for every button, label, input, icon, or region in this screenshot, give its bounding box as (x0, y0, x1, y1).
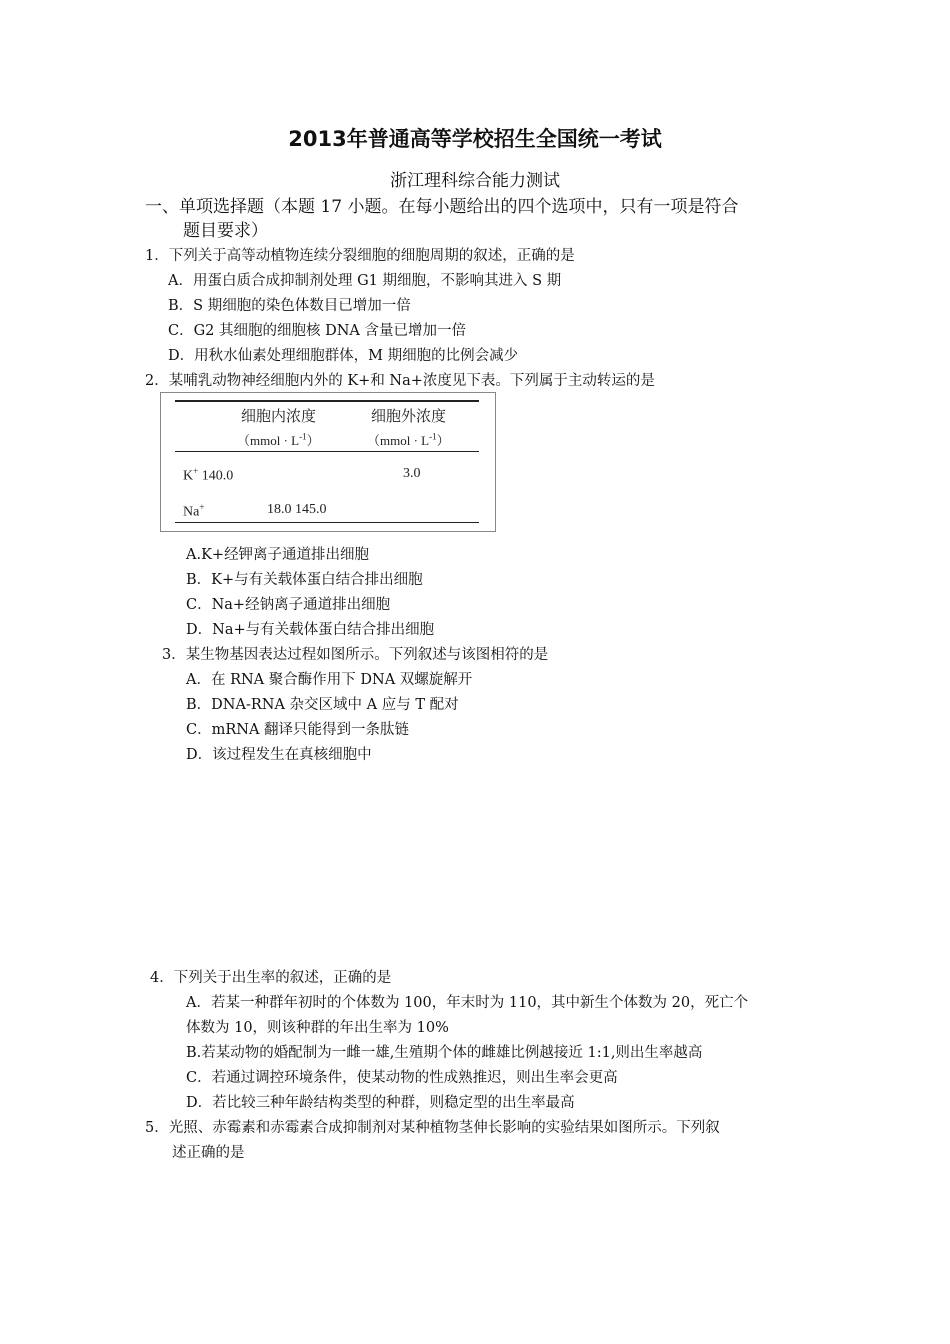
question-4-stem: 4．下列关于出生率的叙述，正确的是 (150, 970, 392, 986)
table-bottom-rule (175, 522, 479, 523)
question-3-stem: 3．某生物基因表达过程如图所示。下列叙述与该图相符的是 (162, 647, 549, 663)
question-2-option-c: C．Na+经钠离子通道排出细胞 (186, 597, 391, 613)
table-unit-outer: （mmol · $L^{-1}$） (367, 431, 450, 448)
question-5-stem-line1: 5．光照、赤霉素和赤霉素合成抑制剂对某种植物茎伸长影响的实验结果如图所示。下列叙 (145, 1120, 720, 1136)
ion-concentration-table (160, 392, 496, 532)
question-4-option-d: D．若比较三种年龄结构类型的种群，则稳定型的出生率最高 (186, 1095, 575, 1111)
table-header-outer: 细胞外浓度 (371, 407, 447, 425)
question-1-option-c: C．G2 其细胞的细胞核 DNA 含量已增加一倍 (168, 323, 467, 339)
table-row-k: K+ 140.0 (183, 466, 234, 484)
question-1-stem: 1．下列关于高等动植物连续分裂细胞的细胞周期的叙述，正确的是 (145, 248, 575, 264)
question-2-option-b: B．K+与有关载体蛋白结合排出细胞 (186, 572, 423, 588)
question-2-option-a: A.K+经钾离子通道排出细胞 (186, 547, 370, 563)
document-subtitle: 浙江理科综合能力测试 (390, 171, 560, 191)
question-4-option-a-line2: 体数为 10，则该种群的年出生率为 10% (186, 1020, 449, 1036)
question-5-stem-line2: 述正确的是 (172, 1145, 245, 1161)
question-1-option-d: D．用秋水仙素处理细胞群体，M 期细胞的比例会减少 (168, 348, 519, 364)
question-1-option-b: B．S 期细胞的染色体数目已增加一倍 (168, 298, 411, 314)
document-title: 2013年普通高等学校招生全国统一考试 (288, 127, 662, 151)
question-1-option-a: A．用蛋白质合成抑制剂处理 G1 期细胞，不影响其进入 S 期 (168, 273, 562, 289)
section-heading-line1: 一、单项选择题（本题 17 小题。在每小题给出的四个选项中，只有一项是符合 (145, 197, 739, 217)
question-3-option-b: B．DNA-RNA 杂交区域中 A 应与 T 配对 (186, 697, 459, 713)
question-2-stem: 2．某哺乳动物神经细胞内外的 K+和 Na+浓度见下表。下列属于主动转运的是 (145, 373, 655, 389)
question-4-option-b: B.若某动物的婚配制为一雌一雄,生殖期个体的雌雄比例越接近 1:1,则出生率越高 (186, 1045, 703, 1061)
table-header-rule (175, 451, 479, 452)
question-3-option-c: C．mRNA 翻译只能得到一条肽链 (186, 722, 410, 738)
table-unit-inner: （mmol · $L^{-1}$） (237, 431, 320, 448)
table-row-na-values: 18.0 145.0 (267, 502, 327, 517)
question-4-option-a-line1: A．若某一种群年初时的个体数为 100，年末时为 110，其中新生个体数为 20，死亡个 (186, 995, 749, 1011)
question-3-option-a: A．在 RNA 聚合酶作用下 DNA 双螺旋解开 (186, 672, 473, 688)
section-heading-line2: 题目要求） (183, 221, 268, 241)
table-row-na-ion: Na+ (183, 502, 205, 520)
table-header-inner: 细胞内浓度 (241, 407, 317, 425)
question-2-option-d: D．Na+与有关载体蛋白结合排出细胞 (186, 622, 435, 638)
table-row-k-outer: 3.0 (403, 466, 421, 481)
question-3-option-d: D．该过程发生在真核细胞中 (186, 747, 372, 763)
question-4-option-c: C．若通过调控环境条件，使某动物的性成熟推迟，则出生率会更高 (186, 1070, 618, 1086)
table-top-rule (175, 400, 479, 402)
